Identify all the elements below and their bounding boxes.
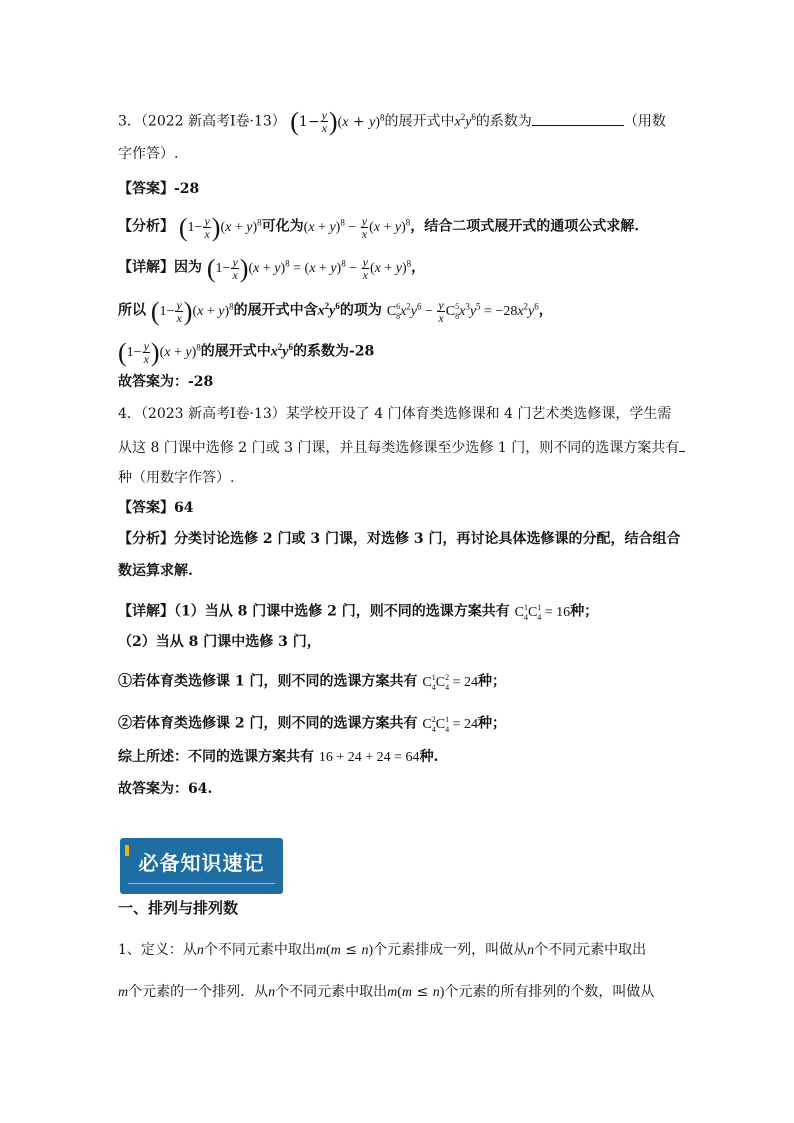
q4-analysis-line-1 xyxy=(118,529,680,549)
q4-line-1: 某学校开设了 4 门体育类选修课和 4 门艺术类选修课，学生需 xyxy=(285,406,672,422)
detail-label: 【详解】 xyxy=(118,259,174,276)
q3-so-d: ， xyxy=(538,302,553,319)
q4-detail-line-2: （2）当从 8 门课中选修 3 门， xyxy=(118,634,321,650)
q3-expr: (1− $\frac{y}{x}$ )$(x + y)^8$ xyxy=(290,106,385,136)
section-heading: 一、排列与排列数 xyxy=(118,899,239,917)
answer-label: 【答案】 xyxy=(118,181,174,197)
q4-stem-line-1 xyxy=(118,404,671,424)
answer-label: 【答案】 xyxy=(118,500,174,516)
q3-stem-c: （用数 xyxy=(623,113,666,130)
d4-expr: $C_4^2C_4^1 = 24$ xyxy=(422,715,478,734)
q3-detail-a: 因为 xyxy=(174,259,202,276)
q3-answer-line xyxy=(118,179,199,199)
q4-stem-line-3: 种（用数字作答）. xyxy=(118,470,235,486)
q4-source: （2023 新高考Ⅰ卷·13） xyxy=(140,406,286,422)
q4-answer: 64 xyxy=(174,500,194,516)
q4-summary-b: 种. xyxy=(419,749,439,765)
q3-coef-b: 的系数为 xyxy=(292,343,349,360)
q4-d4-b: 种； xyxy=(477,715,506,732)
section-banner-title: 必备知识速记 xyxy=(138,851,265,875)
q3-so-line: 所以 (1− $\frac{y}{x}$ )$(x + y)^8$的展开式中含$x^2y^6$的项为 $C_8^6x^2y^6$ − $\frac{y}{x}$ $C_8^5x^3y^5 = -28x^2y^6$， xyxy=(118,296,553,326)
q4-analysis-1: 分类讨论选修 2 门或 3 门课，对选修 3 门，再讨论具体选修课的分配，结合组合 xyxy=(174,531,681,547)
q4-answer-line xyxy=(118,498,193,518)
so-expr: (1− $\frac{y}{x}$ )$(x + y)^8$ xyxy=(150,296,234,326)
answer-blank xyxy=(532,111,624,126)
q4-d1-a: （1）当从 8 门课中选修 2 门，则不同的选课方案共有 xyxy=(174,603,510,620)
def1-b: 个不同元素中取出 xyxy=(203,942,316,958)
q4-number: 4． xyxy=(118,406,141,422)
q3-detail-b: ， xyxy=(411,259,426,276)
def2-b: 个不同元素中取出 xyxy=(275,984,388,1000)
analysis-expr-2: $(x + y)^8$ − $\frac{y}{x}$ $(x + y)^8$ xyxy=(303,213,411,241)
q3-coef-a: 的展开式中 xyxy=(200,343,271,360)
d1-expr: $C_4^1C_4^1 = 16$ xyxy=(514,603,571,622)
q3-final: 故答案为：-28 xyxy=(118,374,214,390)
q3-analysis-b: ，结合二项式展开式的通项公式求解. xyxy=(410,218,640,235)
def2-a: 个元素的一个排列．从 xyxy=(128,984,269,1000)
summary-expr: 16 + 24 + 24 = 64 xyxy=(318,750,420,765)
q3-number: 3． xyxy=(118,113,141,130)
q4-final: 故答案为：64. xyxy=(118,781,213,797)
answer-blank xyxy=(679,437,685,452)
q3-stem-b: 的系数为 xyxy=(475,113,532,130)
def1-a: 1、定义：从 xyxy=(118,942,197,958)
q4-summary-a: 综上所述：不同的选课方案共有 xyxy=(118,749,314,765)
banner-underline xyxy=(128,883,275,884)
q4-d3-b: 种； xyxy=(477,673,506,690)
q4-detail-line-3 xyxy=(118,668,506,697)
detail-expr: (1− $\frac{y}{x}$ )$(x + y)^8 = (x + y)^8$ − $\frac{y}{x}$ $(x + y)^8$ xyxy=(206,253,412,283)
q3-source: （2022 新高考Ⅰ卷·13） xyxy=(140,113,286,130)
q4-d3-a: ①若体育类选修课 1 门，则不同的选课方案共有 xyxy=(118,673,418,690)
def1-d: 个不同元素中取出 xyxy=(534,942,647,958)
q3-answer: -28 xyxy=(174,181,200,197)
q4-d4-a: ②若体育类选修课 2 门，则不同的选课方案共有 xyxy=(118,715,418,732)
q4-line-2: 从这 8 门课中选修 2 门或 3 门课，并且每类选修课至少选修 1 门，则不同的选课方案共有 xyxy=(118,440,680,456)
analysis-label: 【分析】 xyxy=(118,531,174,547)
coef-expr: (1− $\frac{y}{x}$ )$(x + y)^8$ xyxy=(118,337,201,367)
definition-line-2: m个元素的一个排列．从n个不同元素中取出m(m ≤ n)个元素的所有排列的个数，叫做从 xyxy=(118,984,655,1000)
q3-detail-line xyxy=(118,253,425,281)
q4-d1-b: 种； xyxy=(570,603,599,620)
q3-analysis-line xyxy=(118,212,639,240)
def1-c: 个元素排成一列，叫做从 xyxy=(373,942,528,958)
q3-so-a: 所以 xyxy=(118,302,146,319)
d3-expr: $C_4^1C_4^2 = 24$ xyxy=(422,673,478,692)
q3-coef-line: (1− $\frac{y}{x}$ )$(x + y)^8$的展开式中$x^2y^6$的系数为-28 xyxy=(118,337,375,367)
q3-analysis-a: 可化为 xyxy=(261,218,304,235)
analysis-label: 【分析】 xyxy=(118,218,174,235)
q3-stem-line: 3．（2022 新高考Ⅰ卷·13） (1− $\frac{y}{x}$ )$(x + y)^8$的展开式中$x^2y^6$的系数为 （用数 xyxy=(118,106,666,136)
definition-line-1: 1、定义：从n个不同元素中取出m(m ≤ n)个元素排成一列，叫做从n个不同元素中取出 xyxy=(118,942,647,958)
q4-detail-line-1 xyxy=(118,598,598,627)
q4-detail-line-4 xyxy=(118,710,506,739)
q3-so-b: 的展开式中含 xyxy=(233,302,318,319)
def2-c: 个元素的所有排列的个数，叫做从 xyxy=(444,984,655,1000)
q4-analysis-line-2: 数运算求解. xyxy=(118,563,193,579)
so-term-expr: $C_8^6x^2y^6$ − $\frac{y}{x}$ $C_8^5x^3y^5 = -28x^2y^6$ xyxy=(386,297,539,325)
analysis-expr-1: (1− $\frac{y}{x}$ )$(x + y)^8$ xyxy=(178,212,262,242)
detail-label: 【详解】 xyxy=(118,603,174,620)
q3-coef-value: -28 xyxy=(348,343,375,360)
q4-summary-line xyxy=(118,747,438,768)
q4-stem-line-2 xyxy=(118,437,685,458)
q3-stem-line-2: 字作答）. xyxy=(118,146,179,162)
q3-stem-a: 的展开式中 xyxy=(384,113,455,130)
section-banner xyxy=(120,838,283,894)
q3-so-c: 的项为 xyxy=(339,302,382,319)
